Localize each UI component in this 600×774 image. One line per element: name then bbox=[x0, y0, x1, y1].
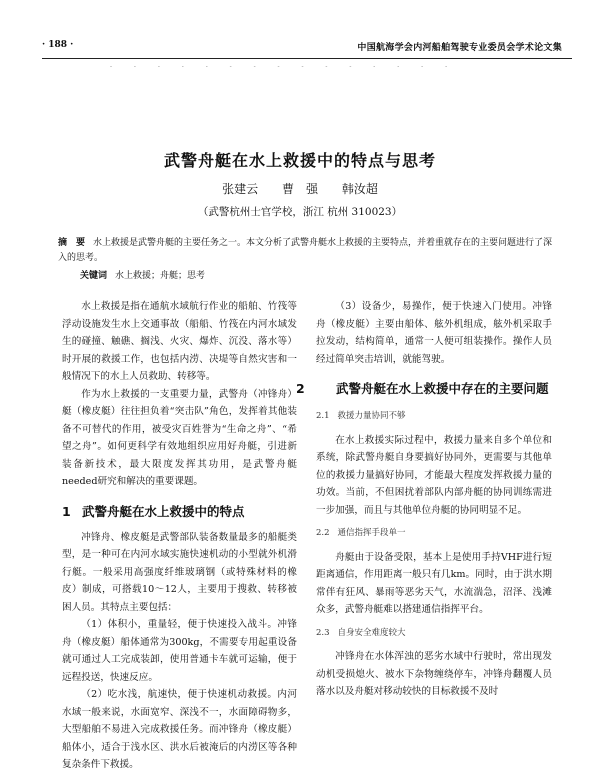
header-decoration: - - - - - - - - - - - - - - - bbox=[110, 63, 458, 70]
author: 韩汝超 bbox=[341, 182, 378, 196]
list-item: （2）吃水浅，航速快，便于快速机动救援。内河水域一般来说，水面宽窄、深浅不一，水面障碍物多，大型船舶不易进入完成救援任务。而冲锋舟（橡皮艇）船体小，适合于浅水区、洪水后被淹后的内涝区等各种复杂条件下救援。 bbox=[62, 689, 297, 770]
paragraph: 水上救援是指在通航水域航行作业的船舶、竹筏等浮动设施发生水上交通事故（船船、竹筏在内河水域发生的碰撞、触礁、搁浅、火灾、爆炸、沉没、落水等）时开展的救援工作，也包括内涝、决堤等自然灾害和一般情况下的水上人员救助、转移等。 bbox=[62, 301, 297, 382]
abstract bbox=[58, 236, 558, 266]
subsection-heading bbox=[316, 525, 552, 543]
subsection-title: 通信指挥手段单一 bbox=[337, 528, 406, 538]
keywords-label: 关键词 bbox=[80, 271, 108, 281]
paragraph: 在水上救援实际过程中，救援力量来自多个单位和系统，除武警舟艇自身要搞好协同外，更需要与其他单位的救援力量搞好协同，才能最大程度发挥救援力量的功效。当前，不但困扰着部队内部舟艇的协同训练需进一步加强，而且与其他单位舟艇的协同明显不足。 bbox=[316, 434, 552, 516]
section-number: 2 bbox=[296, 381, 305, 396]
section-title: 武警舟艇在水上救援中存在的主要问题 bbox=[336, 381, 549, 396]
section-number: 1 bbox=[62, 503, 71, 519]
subsection-title: 救援力量协同不够 bbox=[337, 411, 406, 421]
running-head: 中国航海学会内河船舶驾驶专业委员会学术论文集 bbox=[357, 43, 562, 53]
author: 曹 强 bbox=[281, 182, 318, 196]
list-item: （3）设备少，易操作，便于快速入门使用。冲锋舟（橡皮艇）主要由船体、舷外机组成，舷外机采取手拉发动，结构简单，通常一人便可组装操作。操作人员经过简单突击培训，就能驾驶。 bbox=[316, 301, 552, 365]
section-heading bbox=[296, 378, 552, 400]
keywords bbox=[80, 268, 560, 281]
left-column bbox=[62, 298, 297, 774]
paragraph: 舟艇由于设备受限，基本上是使用手持VHF进行短距离通信，作用距离一般只有几km。同时，由于洪水期常伴有狂风、暴雨等恶劣天气，水流湍急，沼泽、浅滩众多，武警舟艇难以搭建通信指挥平台。 bbox=[316, 551, 552, 615]
subsection-title: 自身安全难度较大 bbox=[337, 627, 406, 638]
paragraph: 冲锋舟在水体浑浊的恶劣水域中行驶时，常出现发动机受损熄火、被水下杂物缠绕停车，冲锋舟翻覆人员落水以及舟艇对移动较快的目标救援不及时 bbox=[316, 651, 552, 697]
paragraph: 冲锋舟、橡皮艇是武警部队装备数量最多的船艇类型，是一种可在内河水域实施快速机动的小型就外机滑行艇。一般采用高强度纤维玻璃钢（或特殊材料的橡皮）制成，可搭载10～12人，主要用于搜救、转移被困人员。其特点主要包括： bbox=[62, 531, 297, 613]
header-rule bbox=[42, 58, 572, 59]
subsection-number: 2.1 bbox=[316, 411, 330, 421]
page-number: · 188 · bbox=[42, 40, 74, 50]
paper-title: 武警舟艇在水上救援中的特点与思考 bbox=[163, 151, 436, 170]
paragraph: 作为水上救援的一支重要力量，武警舟（冲锋舟）艇（橡皮艇）往往担负着“突击队”角色，发挥着其他装备不可替代的作用，被受灾百姓誉为“生命之舟”、“希望之舟”。如何更科学有效地组织应用好舟艇，引进新装备新技术，最大限度发挥其功用，是武警舟艇needed研究和解决的重要课题。 bbox=[62, 388, 297, 487]
section-title: 武警舟艇在水上救援中的特点 bbox=[82, 503, 245, 519]
section-heading bbox=[62, 501, 297, 523]
subsection-heading bbox=[316, 408, 552, 426]
subsection-number: 2.3 bbox=[316, 627, 330, 638]
affiliation: （武警杭州士官学校，浙江 杭州 310023） bbox=[197, 206, 403, 218]
abstract-label: 摘 要 bbox=[58, 238, 86, 248]
list-item: （1）体积小，重量轻，便于快速投入战斗。冲锋舟（橡皮艇）船体通常为300kg，不需要专用起重设备就可通过人工完成装卸，使用普通卡车就可运输，便于远程投送，快速反应。 bbox=[62, 619, 297, 683]
keywords-text: 水上救援；舟艇；思考 bbox=[115, 271, 206, 281]
abstract-text: 水上救援是武警舟艇的主要任务之一。本文分析了武警舟艇水上救援的主要特点，并着重就存在的主要问题进行了深入的思考。 bbox=[58, 238, 553, 263]
subsection-heading bbox=[316, 625, 552, 643]
page-header bbox=[42, 40, 572, 56]
author: 张建云 bbox=[222, 182, 259, 196]
right-column bbox=[296, 298, 552, 701]
author-list bbox=[0, 180, 600, 197]
subsection-number: 2.2 bbox=[316, 528, 330, 538]
